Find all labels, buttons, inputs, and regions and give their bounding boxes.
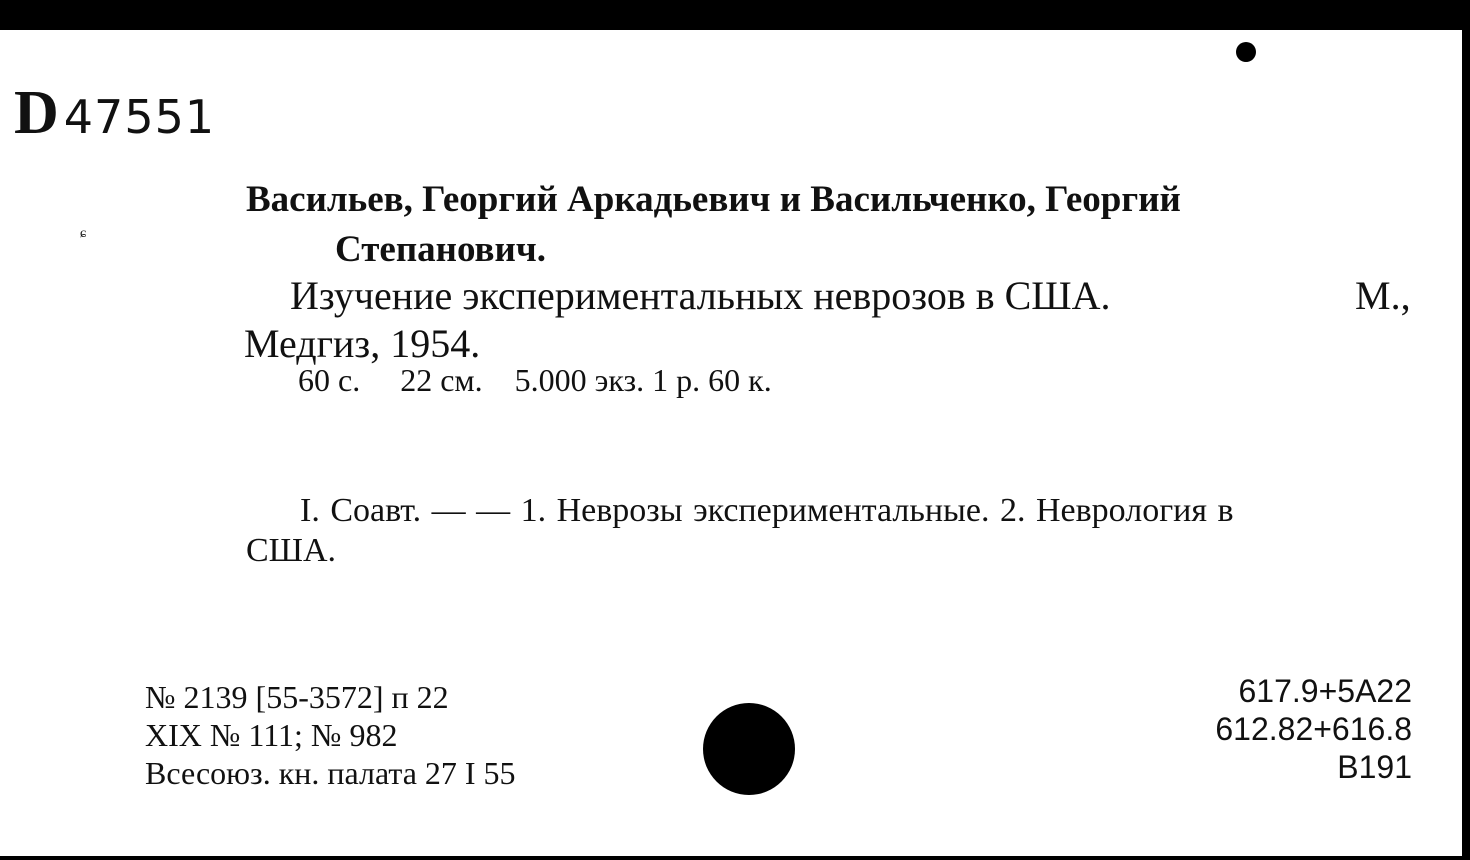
imprint-line: XIX № 111; № 982	[145, 717, 398, 753]
tracings: I. Соавт. — — 1. Неврозы экспериментальные. 2. Неврология в	[300, 492, 1234, 529]
collation: 60 с. 22 см. 5.000 экз. 1 р. 60 к.	[298, 362, 772, 398]
classification-code: 617.9+5А22	[1238, 673, 1412, 709]
call-digits: 47551	[63, 90, 216, 144]
book-title: Изучение экспериментальных неврозов в США.	[290, 273, 1111, 318]
scan-border	[0, 0, 1470, 30]
imprint-block	[145, 678, 516, 792]
place-of-publication: М.,	[1355, 273, 1411, 318]
punch-hole	[703, 703, 795, 795]
publisher-line: Медгиз, 1954.	[244, 321, 481, 366]
author-line-2: Степанович.	[335, 229, 546, 270]
classification-code: В191	[1337, 749, 1412, 785]
call-number	[14, 78, 215, 149]
imprint-line: Всесоюз. кн. палата 27 I 55	[145, 755, 516, 791]
classification-block	[1215, 672, 1412, 786]
author-line: Васильев, Георгий Аркадьевич и Васильченко, Георгий	[246, 179, 1181, 220]
pencil-mark: ɕ	[80, 226, 87, 241]
classification-code: 612.82+616.8	[1215, 711, 1412, 747]
punch-hole-small	[1236, 42, 1256, 62]
imprint-line: № 2139 [55-3572] п 22	[145, 679, 449, 715]
call-prefix: D	[14, 79, 60, 147]
tracings-2: США.	[246, 532, 337, 569]
